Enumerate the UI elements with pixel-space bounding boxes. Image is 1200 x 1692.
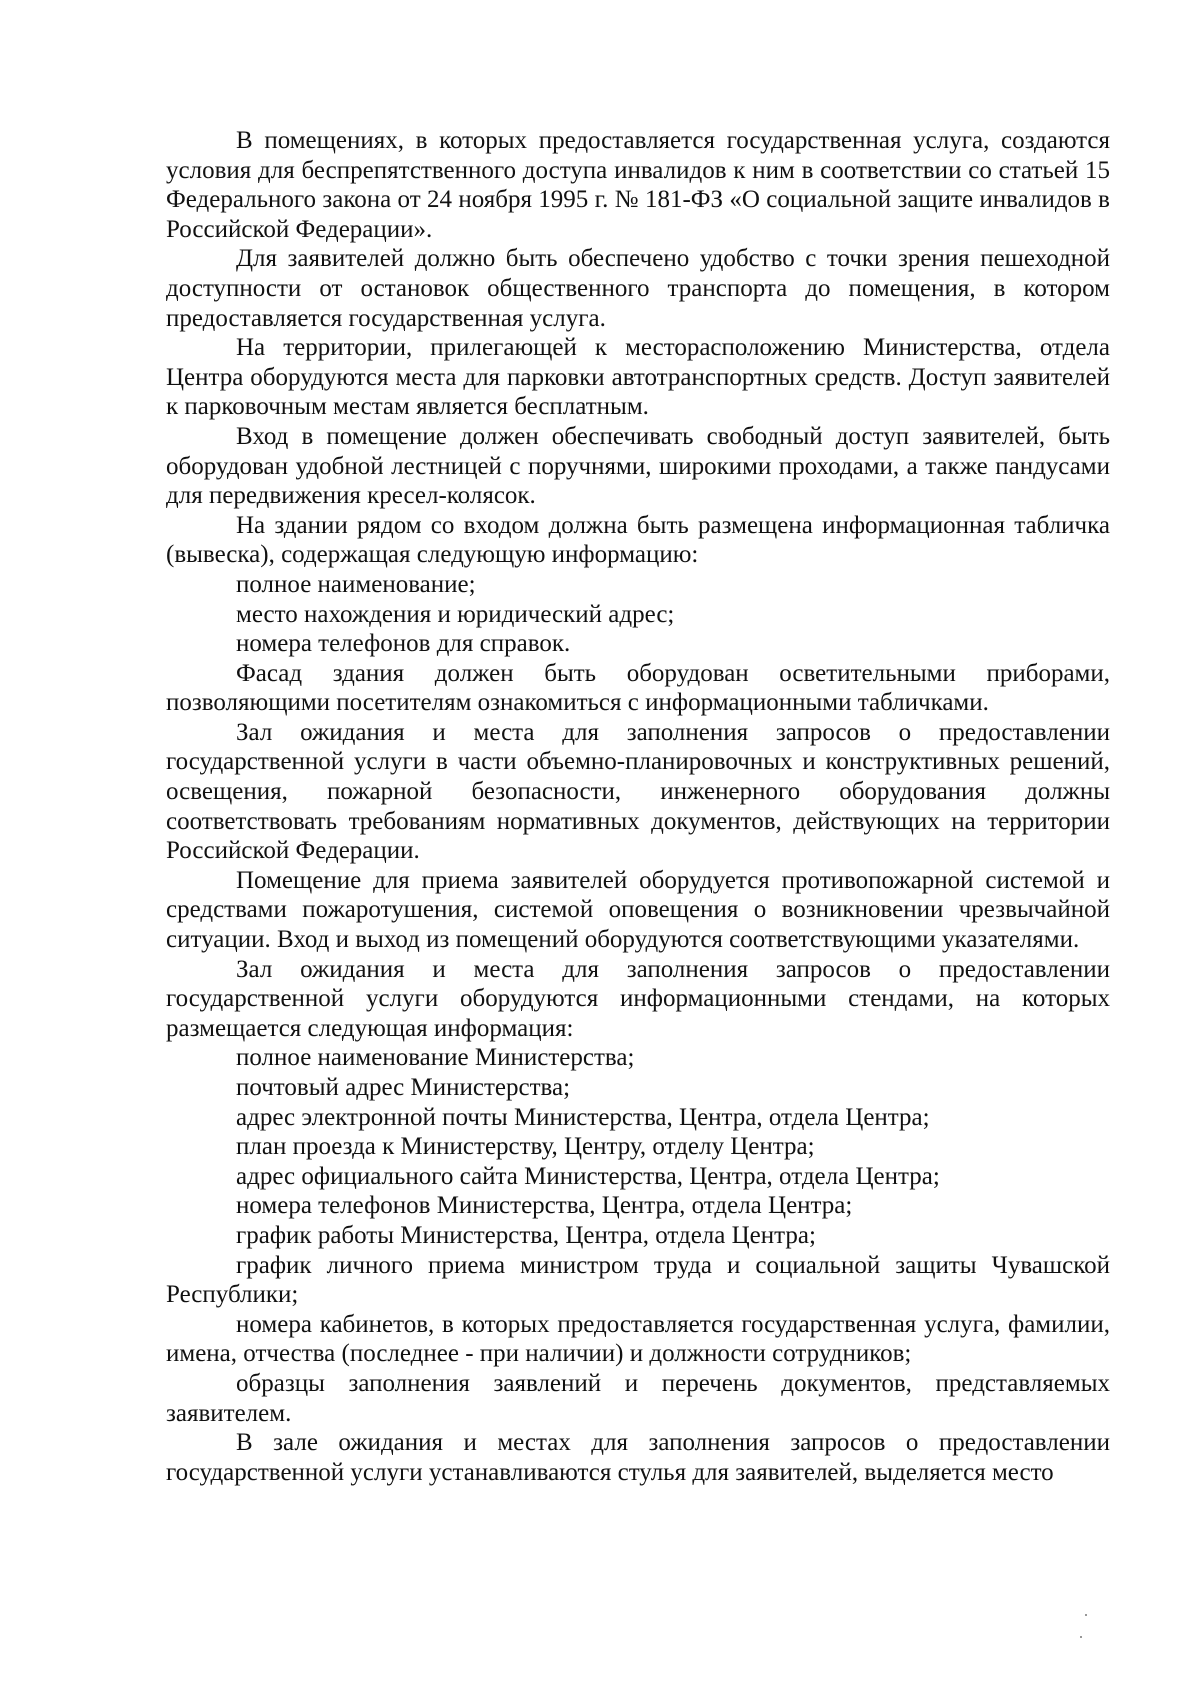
list-item-office-numbers: номера кабинетов, в которых предоставляется государственная услуга, фамилии, имена, отчества (последнее - при наличии) и должности сотрудников;: [166, 1310, 1110, 1368]
list-item-ministry-name: полное наименование Министерства;: [236, 1044, 635, 1072]
list-item-reception-schedule: график личного приема министром труда и социальной защиты Чувашской Республики;: [166, 1251, 1110, 1309]
list-item-location: место нахождения и юридический адрес;: [236, 600, 675, 628]
paragraph-facade-lighting: Фасад здания должен быть оборудован осветительными приборами, позволяющими посетителям ознакомиться с информационными табличками.: [166, 659, 1110, 717]
list-item-sample-forms: образцы заполнения заявлений и перечень документов, представляемых заявителем.: [166, 1369, 1110, 1427]
paragraph-pedestrian-access: Для заявителей должно быть обеспечено удобство с точки зрения пешеходной доступности от остановок общественного транспорта до помещения, в котором предоставляется государственная услуга.: [166, 245, 1110, 332]
paragraph-accessibility-conditions: В помещениях, в которых предоставляется государственная услуга, создаются условия для беспрепятственного доступа инвалидов к ним в соответствии со статьей 15 Федерального закона от 24 ноября 1995 г. № 181-ФЗ «О социальной защите инвалидов в Российской Федерации».: [166, 127, 1110, 243]
paragraph-entrance: Вход в помещение должен обеспечивать свободный доступ заявителей, быть оборудован удобной лестницей с поручнями, широкими проходами, а также пандусами для передвижения кресел-колясок.: [166, 422, 1110, 510]
list-item-work-schedule: график работы Министерства, Центра, отдела Центра;: [236, 1221, 816, 1249]
list-item-full-name: полное наименование;: [236, 570, 476, 598]
list-item-email: адрес электронной почты Министерства, Центра, отдела Центра;: [236, 1103, 930, 1131]
list-item-website: адрес официального сайта Министерства, Центра, отдела Центра;: [236, 1162, 940, 1190]
paragraph-waiting-hall-norms: Зал ожидания и места для заполнения запросов о предоставлении государственной услуги в части объемно-планировочных и конструктивных решений, освещения, пожарной безопасности, инженерного оборудования должны соответствовать требованиям нормативных документов, действующих на территории Российской Федерации.: [166, 718, 1110, 865]
paragraph-fire-safety: Помещение для приема заявителей оборудуется противопожарной системой и средствами пожаротушения, системой оповещения о возникновении чрезвычайной ситуации. Вход и выход из помещений оборудуются соответствующими указателями.: [166, 866, 1110, 954]
list-item-postal-address: почтовый адрес Министерства;: [236, 1074, 571, 1101]
paragraph-signboard: На здании рядом со входом должна быть размещена информационная табличка (вывеска), содержащая следующую информацию:: [166, 511, 1110, 569]
list-item-phones: номера телефонов для справок.: [236, 630, 571, 658]
scan-speck: [1080, 1636, 1082, 1638]
paragraph-info-stands: Зал ожидания и места для заполнения запросов о предоставлении государственной услуги оборудуются информационными стендами, на которых размещается следующая информация:: [166, 955, 1110, 1042]
paragraph-chairs: В зале ожидания и местах для заполнения запросов о предоставлении государственной услуги устанавливаются стулья для заявителей, выделяется место: [166, 1429, 1110, 1486]
list-item-route-plan: план проезда к Министерству, Центру, отделу Центра;: [236, 1133, 815, 1161]
list-item-phone-numbers: номера телефонов Министерства, Центра, отдела Центра;: [236, 1192, 853, 1220]
scan-speck: [1085, 1614, 1087, 1616]
paragraph-parking: На территории, прилегающей к месторасположению Министерства, отдела Центра оборудуются места для парковки автотранспортных средств. Доступ заявителей к парковочным местам является бесплатным.: [166, 334, 1110, 421]
document-body: [166, 126, 1110, 1487]
